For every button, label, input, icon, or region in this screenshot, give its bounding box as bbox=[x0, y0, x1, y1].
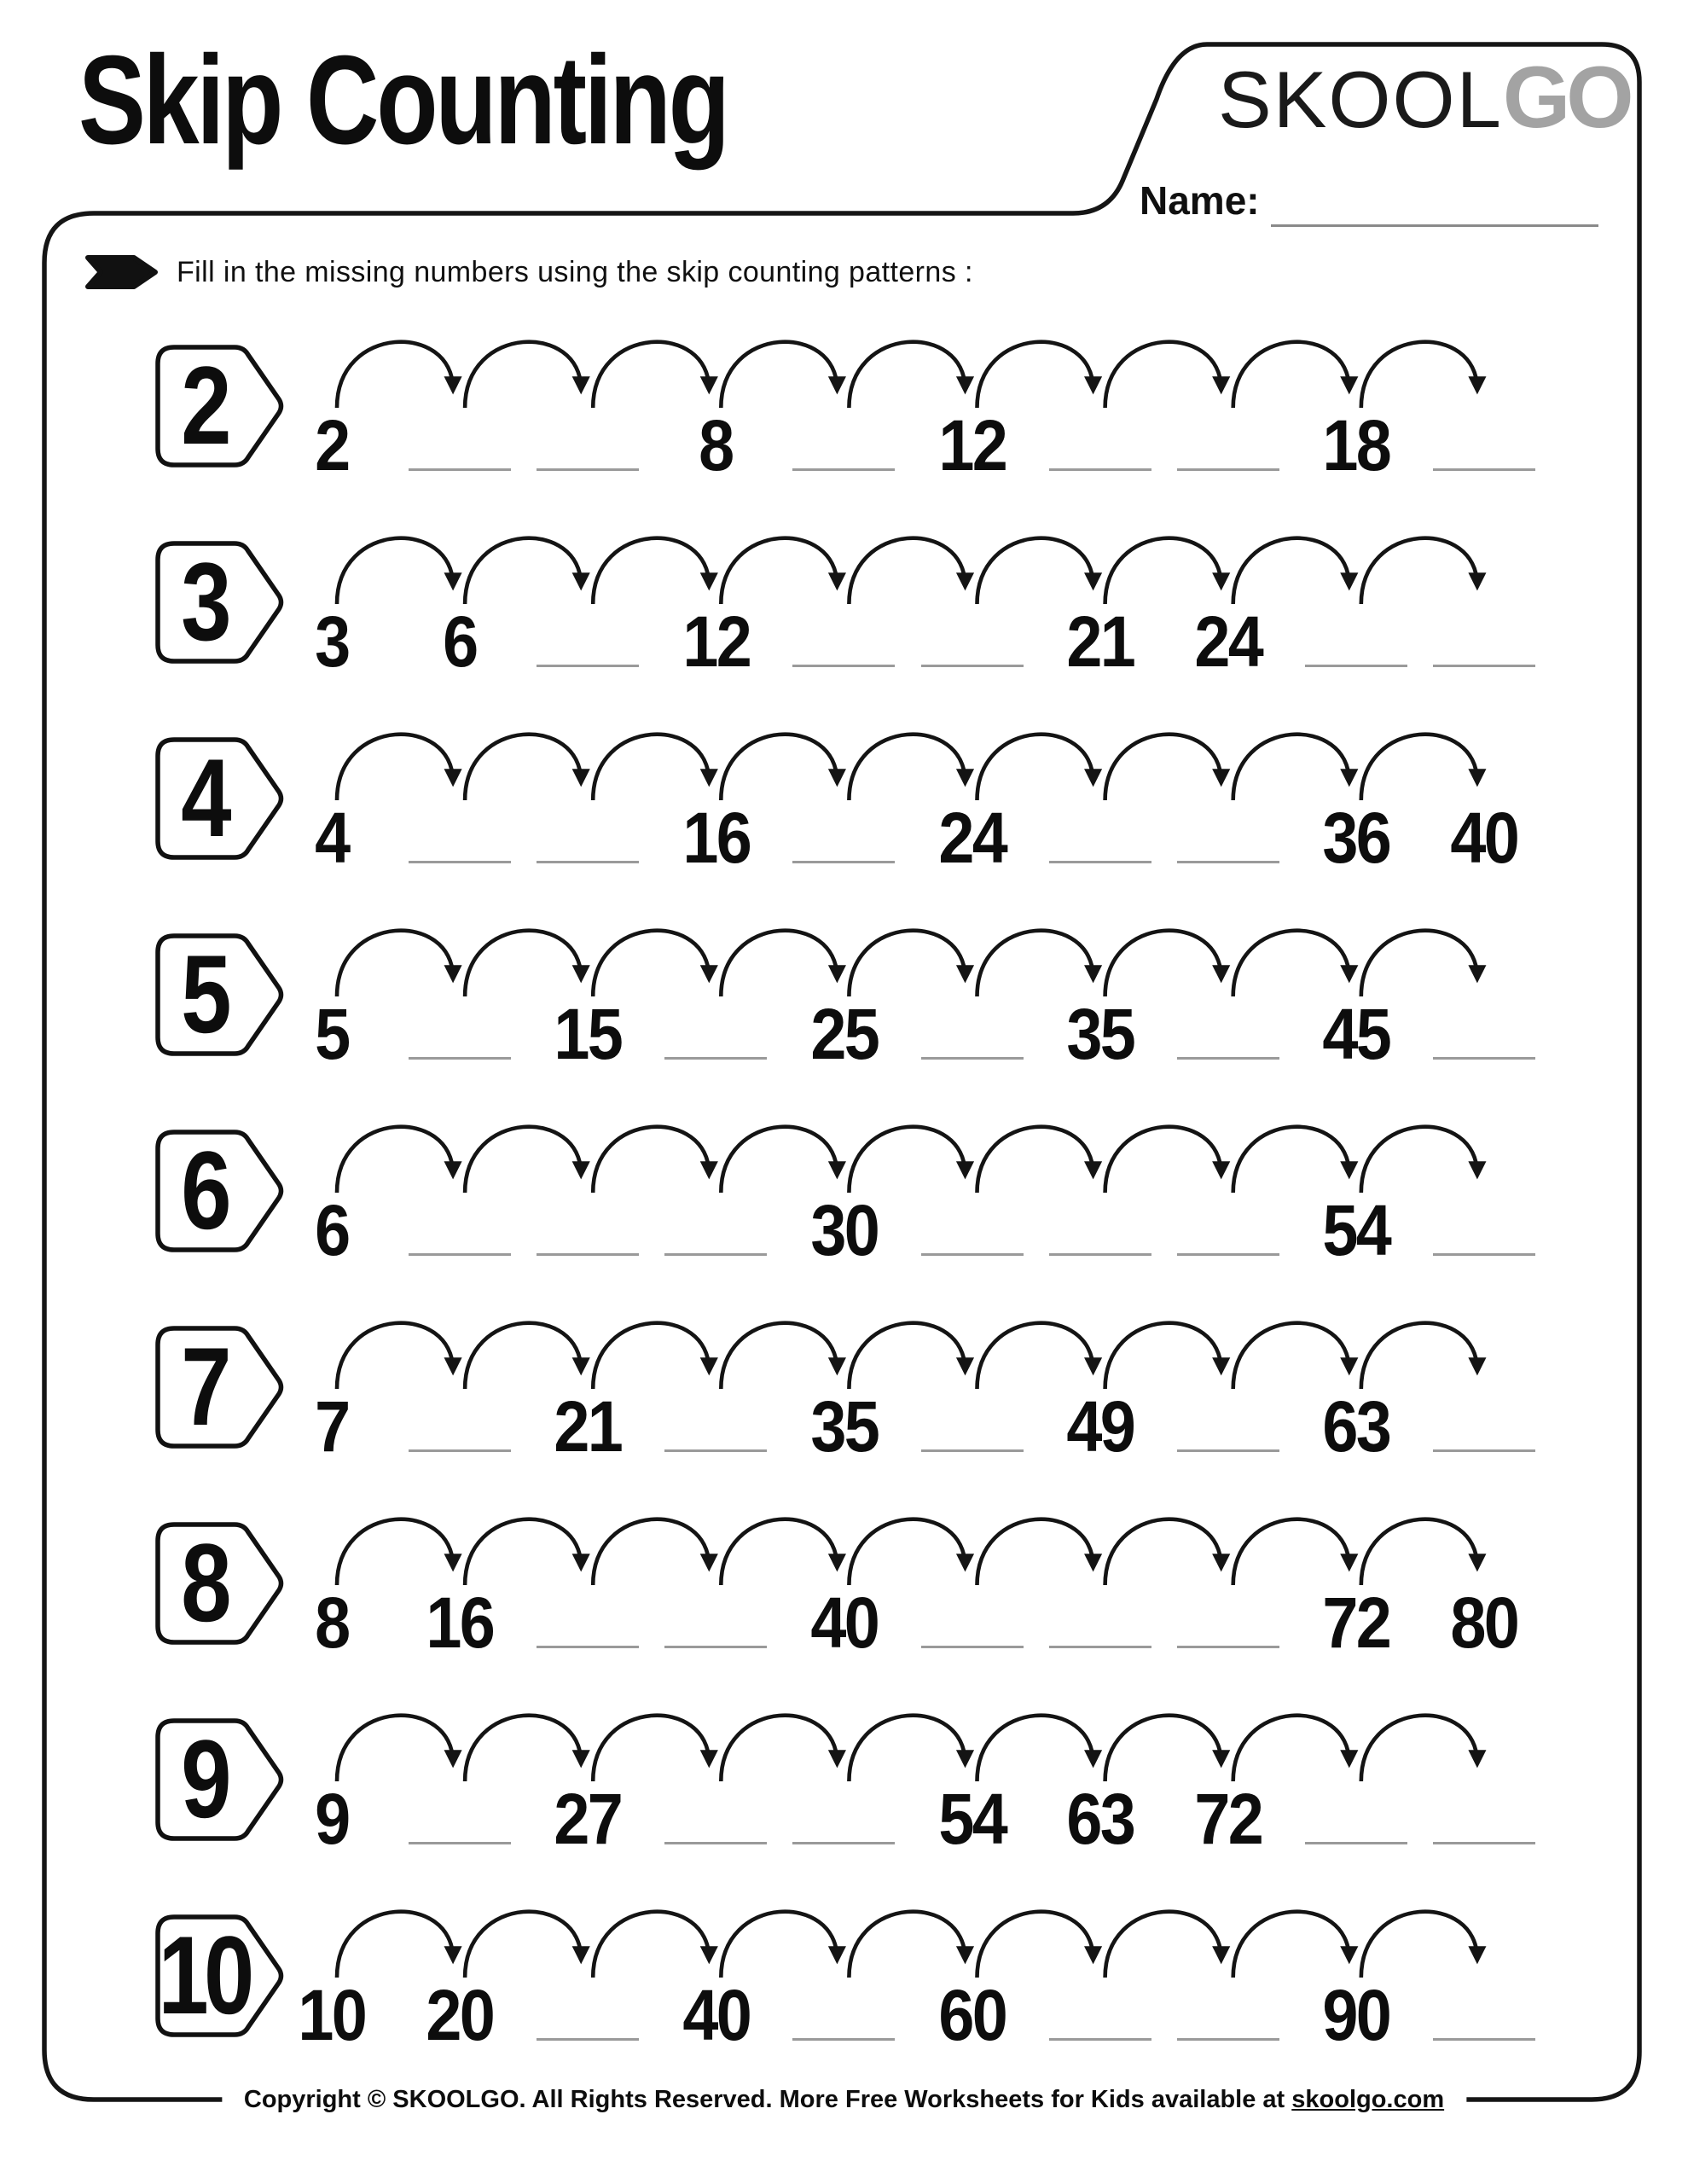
skip-arc-arrow bbox=[1105, 1519, 1221, 1585]
answer-blank[interactable] bbox=[1433, 2038, 1535, 2041]
sequence-number bbox=[264, 994, 400, 1074]
sequence-number bbox=[1288, 1386, 1424, 1467]
answer-blank[interactable] bbox=[537, 1646, 639, 1648]
sequence-number-value: 63 bbox=[1066, 1779, 1134, 1859]
answer-blank[interactable] bbox=[1049, 468, 1151, 471]
skip-arc-arrow bbox=[1361, 342, 1477, 408]
skip-arc-arrow bbox=[465, 1519, 581, 1585]
skip-arc-arrow bbox=[593, 342, 709, 408]
sequence-number-value: 54 bbox=[1322, 1190, 1390, 1270]
sequence-number bbox=[519, 994, 656, 1074]
skip-arc-arrow bbox=[337, 1323, 453, 1389]
sequence-number bbox=[264, 405, 400, 485]
skip-arc-arrow bbox=[1105, 931, 1221, 996]
skip-arc-arrow bbox=[1105, 1127, 1221, 1193]
skip-row-4 bbox=[0, 715, 1688, 911]
sequence-number bbox=[1032, 994, 1169, 1074]
skip-arc-arrow bbox=[465, 1716, 581, 1781]
sequence-number-value: 80 bbox=[1450, 1583, 1518, 1663]
skip-arc-arrow bbox=[1233, 1716, 1349, 1781]
skip-arc-arrow bbox=[1105, 538, 1221, 604]
skip-row-3 bbox=[0, 519, 1688, 715]
sequence-number-value: 35 bbox=[1066, 994, 1134, 1074]
skip-arc-arrow bbox=[593, 1127, 709, 1193]
skip-arc-arrow bbox=[977, 1127, 1093, 1193]
sequence-number-value: 4 bbox=[315, 798, 349, 878]
answer-blank[interactable] bbox=[1433, 468, 1535, 471]
instruction-text: Fill in the missing numbers using the skip counting patterns : bbox=[177, 255, 973, 288]
answer-blank[interactable] bbox=[792, 861, 895, 863]
answer-blank[interactable] bbox=[921, 1057, 1024, 1060]
sequence-number bbox=[1032, 1779, 1169, 1859]
sequence-number bbox=[904, 1779, 1041, 1859]
skip-row-7 bbox=[0, 1304, 1688, 1500]
sequence-number-value: 10 bbox=[298, 1975, 366, 2055]
skip-arc-arrow bbox=[849, 1519, 965, 1585]
badge-number: 8 bbox=[181, 1520, 227, 1645]
skip-arc-arrow bbox=[1361, 1519, 1477, 1585]
answer-blank[interactable] bbox=[921, 1449, 1024, 1452]
sequence-number-value: 12 bbox=[938, 405, 1006, 485]
sequence-number-value: 12 bbox=[682, 601, 750, 682]
skip-arc-arrow bbox=[465, 342, 581, 408]
answer-blank[interactable] bbox=[409, 861, 511, 863]
skip-arc-arrow bbox=[337, 342, 453, 408]
skip-arc-arrow bbox=[721, 931, 837, 996]
skip-arc-arrow bbox=[465, 1912, 581, 1978]
sequence-number-value: 16 bbox=[426, 1583, 494, 1663]
skip-arc-arrow bbox=[465, 1323, 581, 1389]
sequence-number bbox=[1160, 1779, 1296, 1859]
answer-blank[interactable] bbox=[1177, 468, 1279, 471]
skip-arc-arrow bbox=[1233, 342, 1349, 408]
skip-arc-arrow bbox=[1361, 1716, 1477, 1781]
logo-text-skool: SKOOL bbox=[1218, 55, 1503, 144]
sequence-number-value: 9 bbox=[315, 1779, 349, 1859]
skip-arc-arrow bbox=[977, 538, 1093, 604]
answer-blank[interactable] bbox=[409, 1253, 511, 1256]
skip-arc-arrow bbox=[849, 1716, 965, 1781]
sequence-number bbox=[392, 1975, 528, 2055]
skip-row-5 bbox=[0, 911, 1688, 1107]
answer-blank[interactable] bbox=[537, 1253, 639, 1256]
sequence-number-value: 40 bbox=[682, 1975, 750, 2055]
logo-text-go-magnifier-icon: GO bbox=[1502, 49, 1630, 146]
sequence-number bbox=[519, 1386, 656, 1467]
answer-blank[interactable] bbox=[921, 1646, 1024, 1648]
answer-blank[interactable] bbox=[1433, 665, 1535, 667]
sequence-number bbox=[775, 1583, 912, 1663]
skip-arc-arrow bbox=[1361, 931, 1477, 996]
answer-blank[interactable] bbox=[1177, 1057, 1279, 1060]
answer-blank[interactable] bbox=[792, 1842, 895, 1844]
answer-blank[interactable] bbox=[664, 1842, 767, 1844]
skip-arc-arrow bbox=[1105, 1912, 1221, 1978]
skip-arc-arrow bbox=[593, 735, 709, 800]
sequence-number-value: 5 bbox=[315, 994, 349, 1074]
sequence-number-value: 35 bbox=[810, 1386, 878, 1467]
answer-blank[interactable] bbox=[1433, 1842, 1535, 1844]
badge-number: 4 bbox=[181, 735, 227, 860]
sequence-number-value: 8 bbox=[315, 1583, 349, 1663]
answer-blank[interactable] bbox=[1177, 2038, 1279, 2041]
skip-arc-arrow bbox=[977, 931, 1093, 996]
answer-blank[interactable] bbox=[664, 1646, 767, 1648]
badge-number: 6 bbox=[181, 1128, 227, 1252]
skip-arc-arrow bbox=[1361, 1323, 1477, 1389]
skip-arc-arrow bbox=[593, 1716, 709, 1781]
answer-blank[interactable] bbox=[1049, 1253, 1151, 1256]
answer-blank[interactable] bbox=[537, 665, 639, 667]
skip-arc-arrow bbox=[721, 1519, 837, 1585]
skip-arc-arrow bbox=[977, 735, 1093, 800]
badge-number: 10 bbox=[158, 1913, 250, 2037]
skip-arc-arrow bbox=[1361, 1127, 1477, 1193]
skip-arc-arrow bbox=[1233, 931, 1349, 996]
sequence-number bbox=[264, 1975, 400, 2055]
answer-blank[interactable] bbox=[664, 1449, 767, 1452]
skip-arc-arrow bbox=[1233, 538, 1349, 604]
skip-arc-arrow bbox=[337, 1912, 453, 1978]
answer-blank[interactable] bbox=[1433, 1057, 1535, 1060]
skip-arc-arrow bbox=[337, 1127, 453, 1193]
sequence-number bbox=[264, 1190, 400, 1270]
skip-arc-arrow bbox=[1233, 1323, 1349, 1389]
skip-row-10 bbox=[0, 1892, 1688, 2088]
sequence-number-value: 3 bbox=[315, 601, 349, 682]
skip-arc-arrow bbox=[1233, 735, 1349, 800]
answer-blank[interactable] bbox=[409, 1057, 511, 1060]
skip-arc-arrow bbox=[1105, 342, 1221, 408]
skip-arc-arrow bbox=[337, 1716, 453, 1781]
answer-blank[interactable] bbox=[1177, 1253, 1279, 1256]
skip-arc-arrow bbox=[337, 931, 453, 996]
answer-blank[interactable] bbox=[537, 861, 639, 863]
skip-arc-arrow bbox=[977, 1323, 1093, 1389]
sequence-number bbox=[264, 798, 400, 878]
skip-arc-arrow bbox=[465, 1127, 581, 1193]
skip-row-6 bbox=[0, 1107, 1688, 1304]
skip-arc-arrow bbox=[977, 342, 1093, 408]
skip-arc-arrow bbox=[1361, 538, 1477, 604]
sequence-number-value: 63 bbox=[1322, 1386, 1390, 1467]
sequence-number-value: 60 bbox=[938, 1975, 1006, 2055]
sequence-number bbox=[1288, 798, 1424, 878]
skip-arc-arrow bbox=[977, 1912, 1093, 1978]
answer-blank[interactable] bbox=[409, 1842, 511, 1844]
footer bbox=[222, 2078, 1466, 2121]
sequence-number bbox=[264, 1779, 400, 1859]
answer-blank[interactable] bbox=[409, 1449, 511, 1452]
answer-blank[interactable] bbox=[409, 468, 511, 471]
sequence-number bbox=[392, 601, 528, 682]
badge-number: 9 bbox=[181, 1716, 227, 1841]
skip-arc-arrow bbox=[1105, 1716, 1221, 1781]
skip-arc-arrow bbox=[721, 538, 837, 604]
sequence-number bbox=[1416, 1583, 1552, 1663]
answer-blank[interactable] bbox=[537, 2038, 639, 2041]
answer-blank[interactable] bbox=[792, 2038, 895, 2041]
sequence-number-value: 6 bbox=[315, 1190, 349, 1270]
footer-text: Copyright © SKOOLGO. All Rights Reserved. More Free Worksheets for Kids available at bbox=[243, 2086, 1292, 2113]
sequence-number bbox=[647, 798, 784, 878]
page-title: Skip Counting bbox=[78, 30, 728, 171]
skip-arc-arrow bbox=[1233, 1127, 1349, 1193]
skip-arc-arrow bbox=[849, 931, 965, 996]
instruction-row bbox=[81, 254, 973, 290]
sequence-number bbox=[1288, 1975, 1424, 2055]
answer-blank[interactable] bbox=[792, 468, 895, 471]
sequence-number bbox=[775, 1386, 912, 1467]
sequence-number bbox=[1160, 601, 1296, 682]
skip-arc-arrow bbox=[721, 342, 837, 408]
name-input-line[interactable] bbox=[1271, 224, 1598, 227]
answer-blank[interactable] bbox=[537, 468, 639, 471]
skip-arc-arrow bbox=[1361, 735, 1477, 800]
sequence-number-value: 49 bbox=[1066, 1386, 1134, 1467]
skip-arc-arrow bbox=[465, 735, 581, 800]
sequence-number-value: 40 bbox=[810, 1583, 878, 1663]
skip-arc-arrow bbox=[977, 1519, 1093, 1585]
sequence-number bbox=[1288, 405, 1424, 485]
sequence-number-value: 15 bbox=[554, 994, 622, 1074]
skip-arc-arrow bbox=[977, 1716, 1093, 1781]
sequence-number bbox=[647, 1975, 784, 2055]
skip-arc-arrow bbox=[849, 1127, 965, 1193]
sequence-number-value: 30 bbox=[810, 1190, 878, 1270]
skip-arc-arrow bbox=[1361, 1912, 1477, 1978]
answer-blank[interactable] bbox=[664, 1057, 767, 1060]
skip-arc-arrow bbox=[721, 1127, 837, 1193]
sequence-number bbox=[392, 1583, 528, 1663]
sequence-number bbox=[1032, 601, 1169, 682]
sequence-number bbox=[1288, 1583, 1424, 1663]
badge-number: 2 bbox=[181, 343, 227, 468]
sequence-number-value: 16 bbox=[682, 798, 750, 878]
sequence-number-value: 18 bbox=[1322, 405, 1390, 485]
skip-arc-arrow bbox=[849, 342, 965, 408]
skip-arc-arrow bbox=[465, 931, 581, 996]
sequence-number bbox=[904, 1975, 1041, 2055]
skip-arc-arrow bbox=[721, 1912, 837, 1978]
sequence-number bbox=[904, 798, 1041, 878]
skip-arc-arrow bbox=[593, 538, 709, 604]
sequence-number-value: 6 bbox=[443, 601, 477, 682]
sequence-number-value: 27 bbox=[554, 1779, 622, 1859]
sequence-number bbox=[519, 1779, 656, 1859]
answer-blank[interactable] bbox=[1433, 1253, 1535, 1256]
sequence-number bbox=[1288, 994, 1424, 1074]
sequence-number-value: 54 bbox=[938, 1779, 1006, 1859]
skip-arc-arrow bbox=[593, 1519, 709, 1585]
answer-blank[interactable] bbox=[1305, 1842, 1407, 1844]
skip-arc-arrow bbox=[721, 735, 837, 800]
sequence-number bbox=[264, 1386, 400, 1467]
badge-number: 3 bbox=[181, 539, 227, 664]
answer-blank[interactable] bbox=[1305, 665, 1407, 667]
sequence-number-value: 72 bbox=[1322, 1583, 1390, 1663]
skip-arc-arrow bbox=[849, 735, 965, 800]
skip-arc-arrow bbox=[593, 1912, 709, 1978]
answer-blank[interactable] bbox=[921, 1253, 1024, 1256]
sequence-number bbox=[647, 601, 784, 682]
skip-arc-arrow bbox=[465, 538, 581, 604]
answer-blank[interactable] bbox=[1177, 1646, 1279, 1648]
sequence-number bbox=[775, 1190, 912, 1270]
sequence-number-value: 20 bbox=[426, 1975, 494, 2055]
badge-number: 7 bbox=[181, 1324, 227, 1449]
badge-number: 5 bbox=[181, 932, 227, 1056]
sequence-number-value: 21 bbox=[554, 1386, 622, 1467]
sequence-number-value: 8 bbox=[699, 405, 733, 485]
answer-blank[interactable] bbox=[1049, 2038, 1151, 2041]
sequence-number-value: 7 bbox=[315, 1386, 349, 1467]
sequence-number bbox=[264, 601, 400, 682]
answer-blank[interactable] bbox=[1433, 1449, 1535, 1452]
skip-row-9 bbox=[0, 1696, 1688, 1892]
skip-row-8 bbox=[0, 1500, 1688, 1696]
sequence-number-value: 24 bbox=[938, 798, 1006, 878]
skip-arc-arrow bbox=[1233, 1912, 1349, 1978]
answer-blank[interactable] bbox=[664, 1253, 767, 1256]
skip-arc-arrow bbox=[1105, 735, 1221, 800]
answer-blank[interactable] bbox=[1049, 1646, 1151, 1648]
sequence-number-value: 45 bbox=[1322, 994, 1390, 1074]
sequence-number bbox=[775, 994, 912, 1074]
sequence-number bbox=[647, 405, 784, 485]
sequence-number bbox=[264, 1583, 400, 1663]
skoolgo-logo bbox=[1218, 48, 1630, 148]
arrow-bullet-icon bbox=[81, 254, 160, 290]
skip-arc-arrow bbox=[337, 735, 453, 800]
sequence-number-value: 25 bbox=[810, 994, 878, 1074]
skip-arc-arrow bbox=[593, 931, 709, 996]
skip-arc-arrow bbox=[1233, 1519, 1349, 1585]
sequence-number-value: 2 bbox=[315, 405, 349, 485]
skip-arc-arrow bbox=[849, 538, 965, 604]
sequence-number-value: 90 bbox=[1322, 1975, 1390, 2055]
skip-arc-arrow bbox=[593, 1323, 709, 1389]
answer-blank[interactable] bbox=[1049, 861, 1151, 863]
sequence-number-value: 24 bbox=[1194, 601, 1262, 682]
answer-blank[interactable] bbox=[921, 665, 1024, 667]
skip-arc-arrow bbox=[849, 1912, 965, 1978]
skip-arc-arrow bbox=[337, 1519, 453, 1585]
answer-blank[interactable] bbox=[1177, 861, 1279, 863]
sequence-number bbox=[1416, 798, 1552, 878]
skip-arc-arrow bbox=[721, 1716, 837, 1781]
skip-row-2 bbox=[0, 322, 1688, 519]
sequence-number-value: 40 bbox=[1450, 798, 1518, 878]
sequence-number-value: 72 bbox=[1194, 1779, 1262, 1859]
skip-arc-arrow bbox=[849, 1323, 965, 1389]
sequence-number bbox=[1032, 1386, 1169, 1467]
footer-link[interactable]: skoolgo.com bbox=[1291, 2086, 1445, 2113]
skip-arc-arrow bbox=[1105, 1323, 1221, 1389]
sequence-number-value: 21 bbox=[1066, 601, 1134, 682]
skip-arc-arrow bbox=[337, 538, 453, 604]
skip-arc-arrow bbox=[721, 1323, 837, 1389]
answer-blank[interactable] bbox=[1177, 1449, 1279, 1452]
sequence-number-value: 36 bbox=[1322, 798, 1390, 878]
name-label: Name: bbox=[1140, 178, 1260, 223]
answer-blank[interactable] bbox=[792, 665, 895, 667]
sequence-number bbox=[1288, 1190, 1424, 1270]
sequence-number bbox=[904, 405, 1041, 485]
